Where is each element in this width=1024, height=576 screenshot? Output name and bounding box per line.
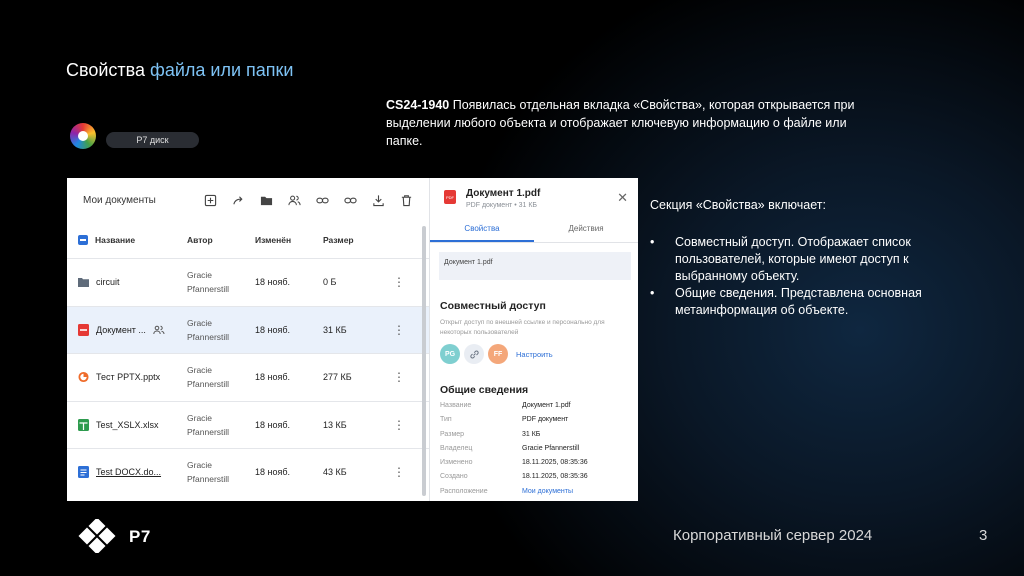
app-label: Р7 диск	[106, 132, 199, 148]
footer-text: Корпоративный сервер 2024	[673, 527, 873, 544]
bullet-item: • Общие сведения. Представлена основная метаинформация об объекте.	[650, 285, 970, 319]
r7-diamond-logo-icon	[74, 519, 122, 553]
table-row[interactable]	[67, 448, 429, 496]
configure-link[interactable]: Настроить	[516, 349, 553, 359]
file-modified: 18 нояб.	[255, 372, 291, 383]
file-modified: 18 нояб.	[255, 419, 291, 430]
table-row[interactable]	[67, 258, 429, 306]
file-manager	[67, 178, 429, 501]
r7-disk-logo-icon	[70, 123, 96, 149]
info-row: Изменено 18.11.2025, 08:35:36	[440, 459, 588, 467]
file-preview[interactable]: Документ 1.pdf	[439, 252, 631, 280]
info-section-title: Общие сведения	[440, 384, 529, 396]
file-size: 43 КБ	[323, 467, 347, 478]
file-author: Gracie Pfannerstill	[187, 412, 230, 437]
xlsx-file-icon	[78, 419, 89, 431]
info-list	[440, 402, 635, 501]
select-all-checkbox[interactable]	[78, 235, 88, 245]
table-row[interactable]	[67, 306, 429, 354]
intro-text	[386, 96, 866, 150]
right-heading: Секция «Свойства» включает:	[650, 198, 826, 212]
info-row: Создано 18.11.2025, 08:35:36	[440, 473, 588, 481]
link-icon[interactable]	[343, 193, 357, 207]
column-modified[interactable]: Изменён	[255, 235, 292, 245]
download-icon[interactable]	[371, 193, 385, 207]
link-icon[interactable]	[315, 193, 329, 207]
users-icon[interactable]	[287, 193, 301, 207]
file-author: Gracie Pfannerstill	[187, 270, 230, 295]
file-name: Test_XSLX.xlsx	[96, 419, 159, 430]
info-row: Название Документ 1.pdf	[440, 402, 571, 409]
link-avatar-icon[interactable]	[464, 344, 484, 364]
bullet-list	[650, 234, 970, 319]
brand-name: Р7	[129, 527, 151, 546]
table-row[interactable]	[67, 401, 429, 449]
tab-actions[interactable]: Действия	[568, 224, 604, 233]
panel-title: Документ 1.pdf	[466, 188, 541, 199]
file-name: Документ ...	[96, 324, 146, 335]
intro-description: Появилась отдельная вкладка «Свойства», которая открывается при выделении любого объекта и отображает ключевую информацию о файле или папке.	[386, 98, 855, 148]
file-name: circuit	[96, 277, 120, 288]
avatar[interactable]: PG	[440, 344, 460, 364]
panel-subtitle: PDF документ • 31 КБ	[466, 202, 538, 209]
app-screenshot	[67, 178, 638, 501]
share-avatars	[440, 343, 553, 365]
intro-code: CS24-1940	[386, 98, 450, 112]
more-vertical-icon[interactable]: ⋮	[393, 370, 405, 385]
file-size: 13 КБ	[323, 419, 347, 430]
panel-tabs	[430, 216, 638, 243]
info-row: Тип PDF документ	[440, 416, 569, 424]
info-row: Размер 31 КБ	[440, 430, 541, 438]
share-section-title: Совместный доступ	[440, 300, 546, 312]
toolbar	[67, 178, 429, 222]
more-vertical-icon[interactable]: ⋮	[393, 465, 405, 480]
file-author: Gracie Pfannerstill	[187, 365, 230, 390]
info-row: Расположение Мои документы	[440, 488, 635, 501]
page-number: 3	[979, 527, 988, 544]
info-row: Владелец Gracie Pfannerstill	[440, 444, 580, 452]
share-arrow-icon[interactable]	[231, 193, 245, 207]
plus-icon[interactable]	[203, 193, 217, 207]
avatar[interactable]: FF	[488, 344, 508, 364]
table-header	[67, 222, 429, 258]
slide-title-text: Свойства	[66, 60, 151, 80]
file-name: Тест PPTX.pptx	[96, 372, 161, 383]
tab-properties[interactable]: Свойства	[430, 216, 534, 242]
file-author: Gracie Pfannerstill	[187, 317, 230, 342]
file-author: Gracie Pfannerstill	[187, 460, 230, 485]
more-vertical-icon[interactable]: ⋮	[393, 275, 405, 290]
slide-title-accent: файла или папки	[150, 60, 294, 80]
file-name: Test DOCX.do...	[96, 467, 162, 478]
file-size: 31 КБ	[323, 324, 347, 335]
file-size: 277 КБ	[323, 372, 352, 383]
share-description: Открыт доступ по внешней ссылке и персонально для некоторых пользователей	[440, 319, 605, 336]
column-author[interactable]: Автор	[187, 235, 213, 245]
bullet-item: • Совместный доступ. Отображает список пользователей, которые имеют доступ к выбранному объекту.	[650, 234, 970, 285]
location-link[interactable]: Мои документы	[522, 487, 574, 495]
more-vertical-icon[interactable]: ⋮	[393, 417, 405, 432]
panel-header	[444, 188, 634, 212]
properties-panel	[429, 178, 638, 501]
scrollbar[interactable]	[422, 226, 426, 496]
trash-icon[interactable]	[399, 193, 413, 207]
folder-icon[interactable]	[259, 193, 273, 207]
file-modified: 18 нояб.	[255, 324, 291, 335]
brand-logo	[74, 519, 164, 553]
close-icon[interactable]: ✕	[617, 190, 628, 205]
shared-users-icon	[153, 325, 165, 335]
column-size[interactable]: Размер	[323, 235, 354, 245]
breadcrumb[interactable]: Мои документы	[83, 194, 156, 206]
file-size: 0 Б	[323, 277, 337, 288]
more-vertical-icon[interactable]: ⋮	[393, 322, 405, 337]
folder-icon	[78, 276, 89, 288]
file-modified: 18 нояб.	[255, 467, 291, 478]
column-name[interactable]: Название	[95, 235, 136, 245]
pdf-file-icon	[78, 324, 89, 336]
right-description	[650, 197, 970, 319]
table-row[interactable]	[67, 353, 429, 401]
pptx-file-icon	[78, 371, 89, 383]
slide-title	[66, 60, 293, 81]
file-modified: 18 нояб.	[255, 277, 291, 288]
docx-file-icon	[78, 466, 89, 478]
pdf-file-icon: PDF	[444, 190, 456, 204]
